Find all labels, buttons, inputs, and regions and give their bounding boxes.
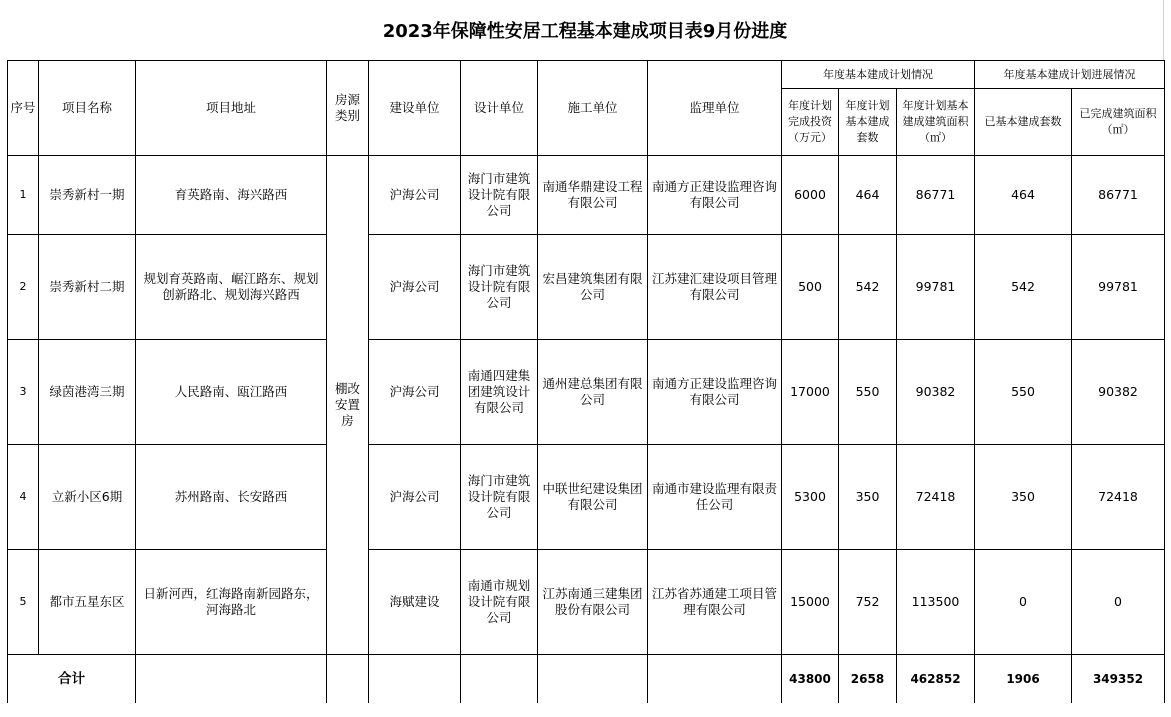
cell-supervisor[interactable]: 南通方正建设监理咨询有限公司 xyxy=(648,340,782,445)
table-row xyxy=(8,445,1165,550)
cell-done-area[interactable]: 90382 xyxy=(1072,340,1165,445)
cell-constructor[interactable]: 江苏南通三建集团股份有限公司 xyxy=(538,550,648,655)
cell-designer[interactable]: 海门市建筑设计院有限公司 xyxy=(461,235,538,340)
cell-builder[interactable]: 海赋建设 xyxy=(369,550,461,655)
cell-constructor[interactable]: 通州建总集团有限公司 xyxy=(538,340,648,445)
cell-plan-area[interactable]: 90382 xyxy=(897,340,975,445)
cell-done-sets[interactable]: 542 xyxy=(975,235,1072,340)
cell-supervisor[interactable]: 江苏建汇建设项目管理有限公司 xyxy=(648,235,782,340)
cell-plan-area[interactable]: 86771 xyxy=(897,156,975,235)
cell-project-address[interactable]: 苏州路南、长安路西 xyxy=(136,445,327,550)
cell-project-name[interactable]: 崇秀新村一期 xyxy=(39,156,136,235)
header-project-name[interactable]: 项目名称 xyxy=(39,61,136,156)
cell-designer[interactable]: 海门市建筑设计院有限公司 xyxy=(461,156,538,235)
cell-plan-investment[interactable]: 17000 xyxy=(782,340,839,445)
cell-designer[interactable]: 海门市建筑设计院有限公司 xyxy=(461,445,538,550)
table-row xyxy=(8,235,1165,340)
total-plan-investment[interactable]: 43800 xyxy=(782,655,839,704)
cell-plan-investment[interactable]: 500 xyxy=(782,235,839,340)
cell-seq[interactable]: 1 xyxy=(8,156,39,235)
cell-plan-area[interactable]: 72418 xyxy=(897,445,975,550)
total-done-sets[interactable]: 1906 xyxy=(975,655,1072,704)
total-row xyxy=(8,655,1165,704)
cell-project-name[interactable]: 立新小区6期 xyxy=(39,445,136,550)
cell-plan-investment[interactable]: 15000 xyxy=(782,550,839,655)
cell-constructor[interactable]: 中联世纪建设集团有限公司 xyxy=(538,445,648,550)
empty-cell[interactable] xyxy=(369,655,461,704)
header-source-type[interactable]: 房源类别 xyxy=(327,61,369,156)
cell-done-sets[interactable]: 464 xyxy=(975,156,1072,235)
table-row xyxy=(8,550,1165,655)
cell-builder[interactable]: 沪海公司 xyxy=(369,235,461,340)
header-project-address[interactable]: 项目地址 xyxy=(136,61,327,156)
cell-done-sets[interactable]: 0 xyxy=(975,550,1072,655)
header-done-area[interactable]: 已完成建筑面积（㎡） xyxy=(1072,89,1165,156)
cell-designer[interactable]: 南通四建集团建筑设计有限公司 xyxy=(461,340,538,445)
cell-seq[interactable]: 3 xyxy=(8,340,39,445)
table-row xyxy=(8,156,1165,235)
header-plan-group[interactable]: 年度基本建成计划情况 xyxy=(782,61,975,89)
cell-project-address[interactable]: 人民路南、瓯江路西 xyxy=(136,340,327,445)
table-row xyxy=(8,340,1165,445)
cell-plan-sets[interactable]: 350 xyxy=(839,445,897,550)
cell-plan-sets[interactable]: 542 xyxy=(839,235,897,340)
progress-table xyxy=(7,60,1165,704)
header-builder[interactable]: 建设单位 xyxy=(369,61,461,156)
header-supervisor[interactable]: 监理单位 xyxy=(648,61,782,156)
cell-project-address[interactable]: 规划育英路南、崌江路东、规划创新路北、规划海兴路西 xyxy=(136,235,327,340)
cell-done-area[interactable]: 0 xyxy=(1072,550,1165,655)
header-plan-area[interactable]: 年度计划基本建成建筑面积（㎡） xyxy=(897,89,975,156)
header-plan-sets[interactable]: 年度计划基本建成套数 xyxy=(839,89,897,156)
cell-done-sets[interactable]: 550 xyxy=(975,340,1072,445)
empty-cell[interactable] xyxy=(648,655,782,704)
cell-done-area[interactable]: 72418 xyxy=(1072,445,1165,550)
cell-plan-investment[interactable]: 6000 xyxy=(782,156,839,235)
cell-done-area[interactable]: 99781 xyxy=(1072,235,1165,340)
cell-project-name[interactable]: 崇秀新村二期 xyxy=(39,235,136,340)
cell-seq[interactable]: 4 xyxy=(8,445,39,550)
empty-cell[interactable] xyxy=(136,655,327,704)
cell-designer[interactable]: 南通市规划设计院有限公司 xyxy=(461,550,538,655)
sheet-bottom-area xyxy=(0,703,1171,717)
header-designer[interactable]: 设计单位 xyxy=(461,61,538,156)
cell-project-address[interactable]: 日新河西，红海路南新园路东，河海路北 xyxy=(136,550,327,655)
cell-supervisor[interactable]: 南通市建设监理有限责任公司 xyxy=(648,445,782,550)
cell-project-name[interactable]: 绿茵港湾三期 xyxy=(39,340,136,445)
total-label[interactable]: 合计 xyxy=(8,655,136,704)
header-row-1 xyxy=(8,61,1165,89)
header-constructor[interactable]: 施工单位 xyxy=(538,61,648,156)
cell-source-type[interactable]: 棚改安置房 xyxy=(327,156,369,655)
cell-plan-sets[interactable]: 752 xyxy=(839,550,897,655)
cell-supervisor[interactable]: 南通方正建设监理咨询有限公司 xyxy=(648,156,782,235)
total-plan-area[interactable]: 462852 xyxy=(897,655,975,704)
empty-cell[interactable] xyxy=(538,655,648,704)
cell-builder[interactable]: 沪海公司 xyxy=(369,340,461,445)
cell-plan-sets[interactable]: 464 xyxy=(839,156,897,235)
cell-plan-sets[interactable]: 550 xyxy=(839,340,897,445)
cell-plan-area[interactable]: 113500 xyxy=(897,550,975,655)
empty-cell[interactable] xyxy=(461,655,538,704)
cell-builder[interactable]: 沪海公司 xyxy=(369,156,461,235)
cell-constructor[interactable]: 南通华鼎建设工程有限公司 xyxy=(538,156,648,235)
empty-cell[interactable] xyxy=(327,655,369,704)
total-done-area[interactable]: 349352 xyxy=(1072,655,1165,704)
cell-project-address[interactable]: 育英路南、海兴路西 xyxy=(136,156,327,235)
header-plan-investment[interactable]: 年度计划完成投资（万元） xyxy=(782,89,839,156)
cell-plan-investment[interactable]: 5300 xyxy=(782,445,839,550)
cell-seq[interactable]: 5 xyxy=(8,550,39,655)
header-seq[interactable]: 序号 xyxy=(8,61,39,156)
cell-done-sets[interactable]: 350 xyxy=(975,445,1072,550)
cell-plan-area[interactable]: 99781 xyxy=(897,235,975,340)
cell-builder[interactable]: 沪海公司 xyxy=(369,445,461,550)
cell-supervisor[interactable]: 江苏省苏通建工项目管理有限公司 xyxy=(648,550,782,655)
header-progress-group[interactable]: 年度基本建成计划进展情况 xyxy=(975,61,1165,89)
cell-project-name[interactable]: 都市五星东区 xyxy=(39,550,136,655)
cell-done-area[interactable]: 86771 xyxy=(1072,156,1165,235)
cell-constructor[interactable]: 宏昌建筑集团有限公司 xyxy=(538,235,648,340)
total-plan-sets[interactable]: 2658 xyxy=(839,655,897,704)
sheet-title[interactable]: 2023年保障性安居工程基本建成项目表9月份进度 xyxy=(7,0,1163,60)
header-done-sets[interactable]: 已基本建成套数 xyxy=(975,89,1072,156)
cell-seq[interactable]: 2 xyxy=(8,235,39,340)
